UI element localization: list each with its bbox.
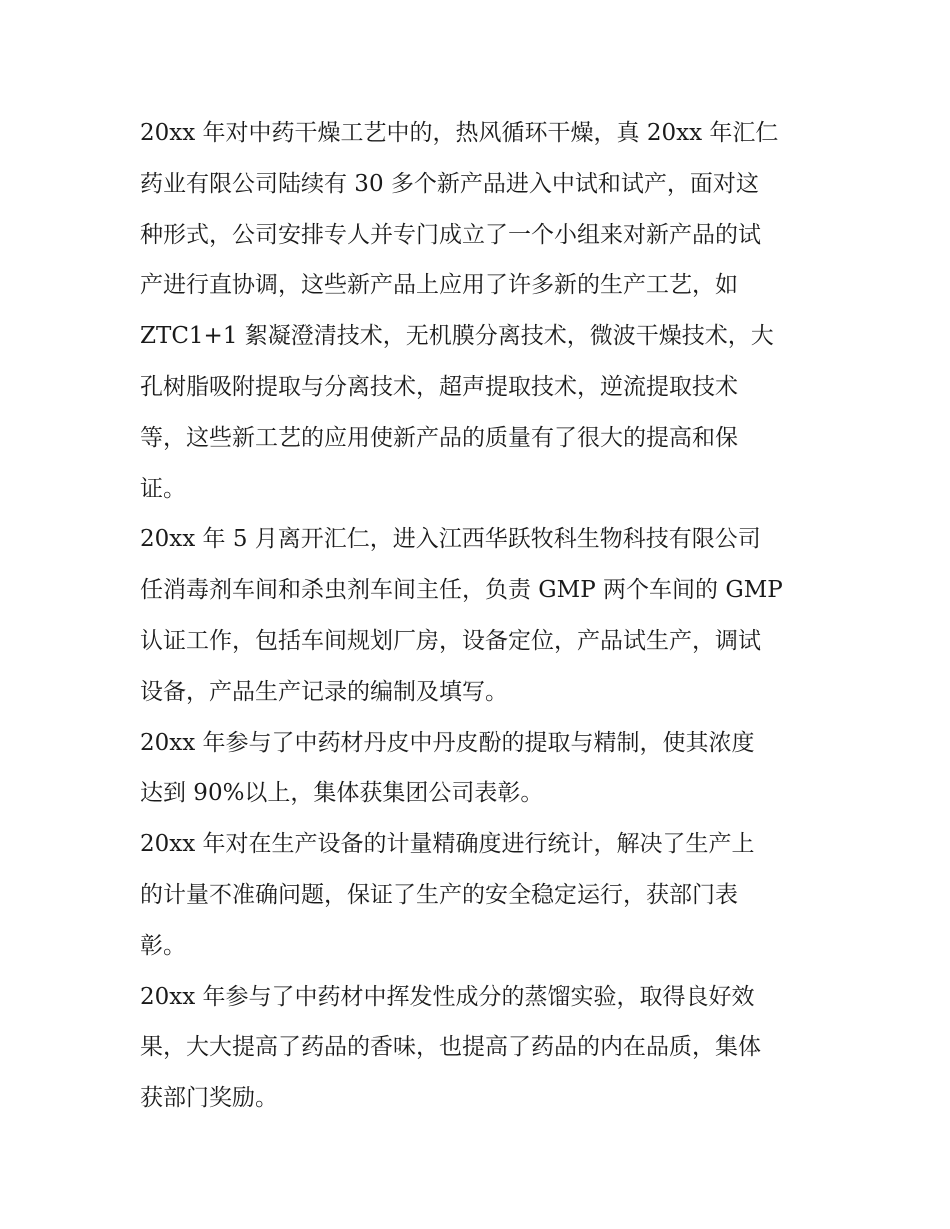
text-line: 认证工作，包括车间规划厂房，设备定位，产品试生产，调试 — [140, 627, 761, 654]
text-line: ZTC1+1 絮凝澄清技术，无机膜分离技术，微波干燥技术，大 — [140, 323, 774, 350]
text-line: 药业有限公司陆续有 30 多个新产品进入中试和试产，面对这 — [140, 170, 759, 197]
text-line: 20xx 年 5 月离开汇仁，进入江西华跃牧科生物科技有限公司 — [140, 526, 761, 553]
text-line: 种形式，公司安排专人并专门成立了一个小组来对新产品的试 — [140, 221, 761, 248]
text-line: 20xx 年对在生产设备的计量精确度进行统计，解决了生产上 — [140, 831, 755, 858]
text-line: 产进行直协调，这些新产品上应用了许多新的生产工艺，如 — [140, 272, 738, 299]
text-line: 设备，产品生产记录的编制及填写。 — [140, 678, 508, 705]
document-body — [140, 108, 816, 1124]
text-line: 达到 90%以上，集体获集团公司表彰。 — [140, 780, 544, 807]
paragraph-distillation-experiment — [140, 972, 816, 1124]
text-line: 20xx 年参与了中药材丹皮中丹皮酚的提取与精制，使其浓度 — [140, 729, 755, 756]
text-line: 获部门奖励。 — [140, 1085, 278, 1112]
text-line: 孔树脂吸附提取与分离技术，超声提取技术，逆流提取技术 — [140, 373, 738, 400]
paragraph-metering-accuracy — [140, 819, 816, 971]
text-line: 彰。 — [140, 932, 186, 959]
paragraph-jiangxi-huayue — [140, 514, 816, 717]
text-line: 果，大大提高了药品的香味，也提高了药品的内在品质，集体 — [140, 1034, 761, 1061]
text-line: 任消毒剂车间和杀虫剂车间主任，负责 GMP 两个车间的 GMP — [140, 577, 783, 604]
text-line: 证。 — [140, 475, 186, 502]
text-line: 等，这些新工艺的应用使新产品的质量有了很大的提高和保 — [140, 424, 738, 451]
paragraph-huiren-new-products — [140, 108, 816, 514]
text-line: 20xx 年对中药干燥工艺中的，热风循环干燥，真 20xx 年汇仁 — [140, 120, 779, 146]
text-line: 20xx 年参与了中药材中挥发性成分的蒸馏实验，取得良好效 — [140, 983, 755, 1010]
paragraph-paeonol-extraction — [140, 718, 816, 820]
text-line: 的计量不准确问题，保证了生产的安全稳定运行，获部门表 — [140, 881, 738, 908]
